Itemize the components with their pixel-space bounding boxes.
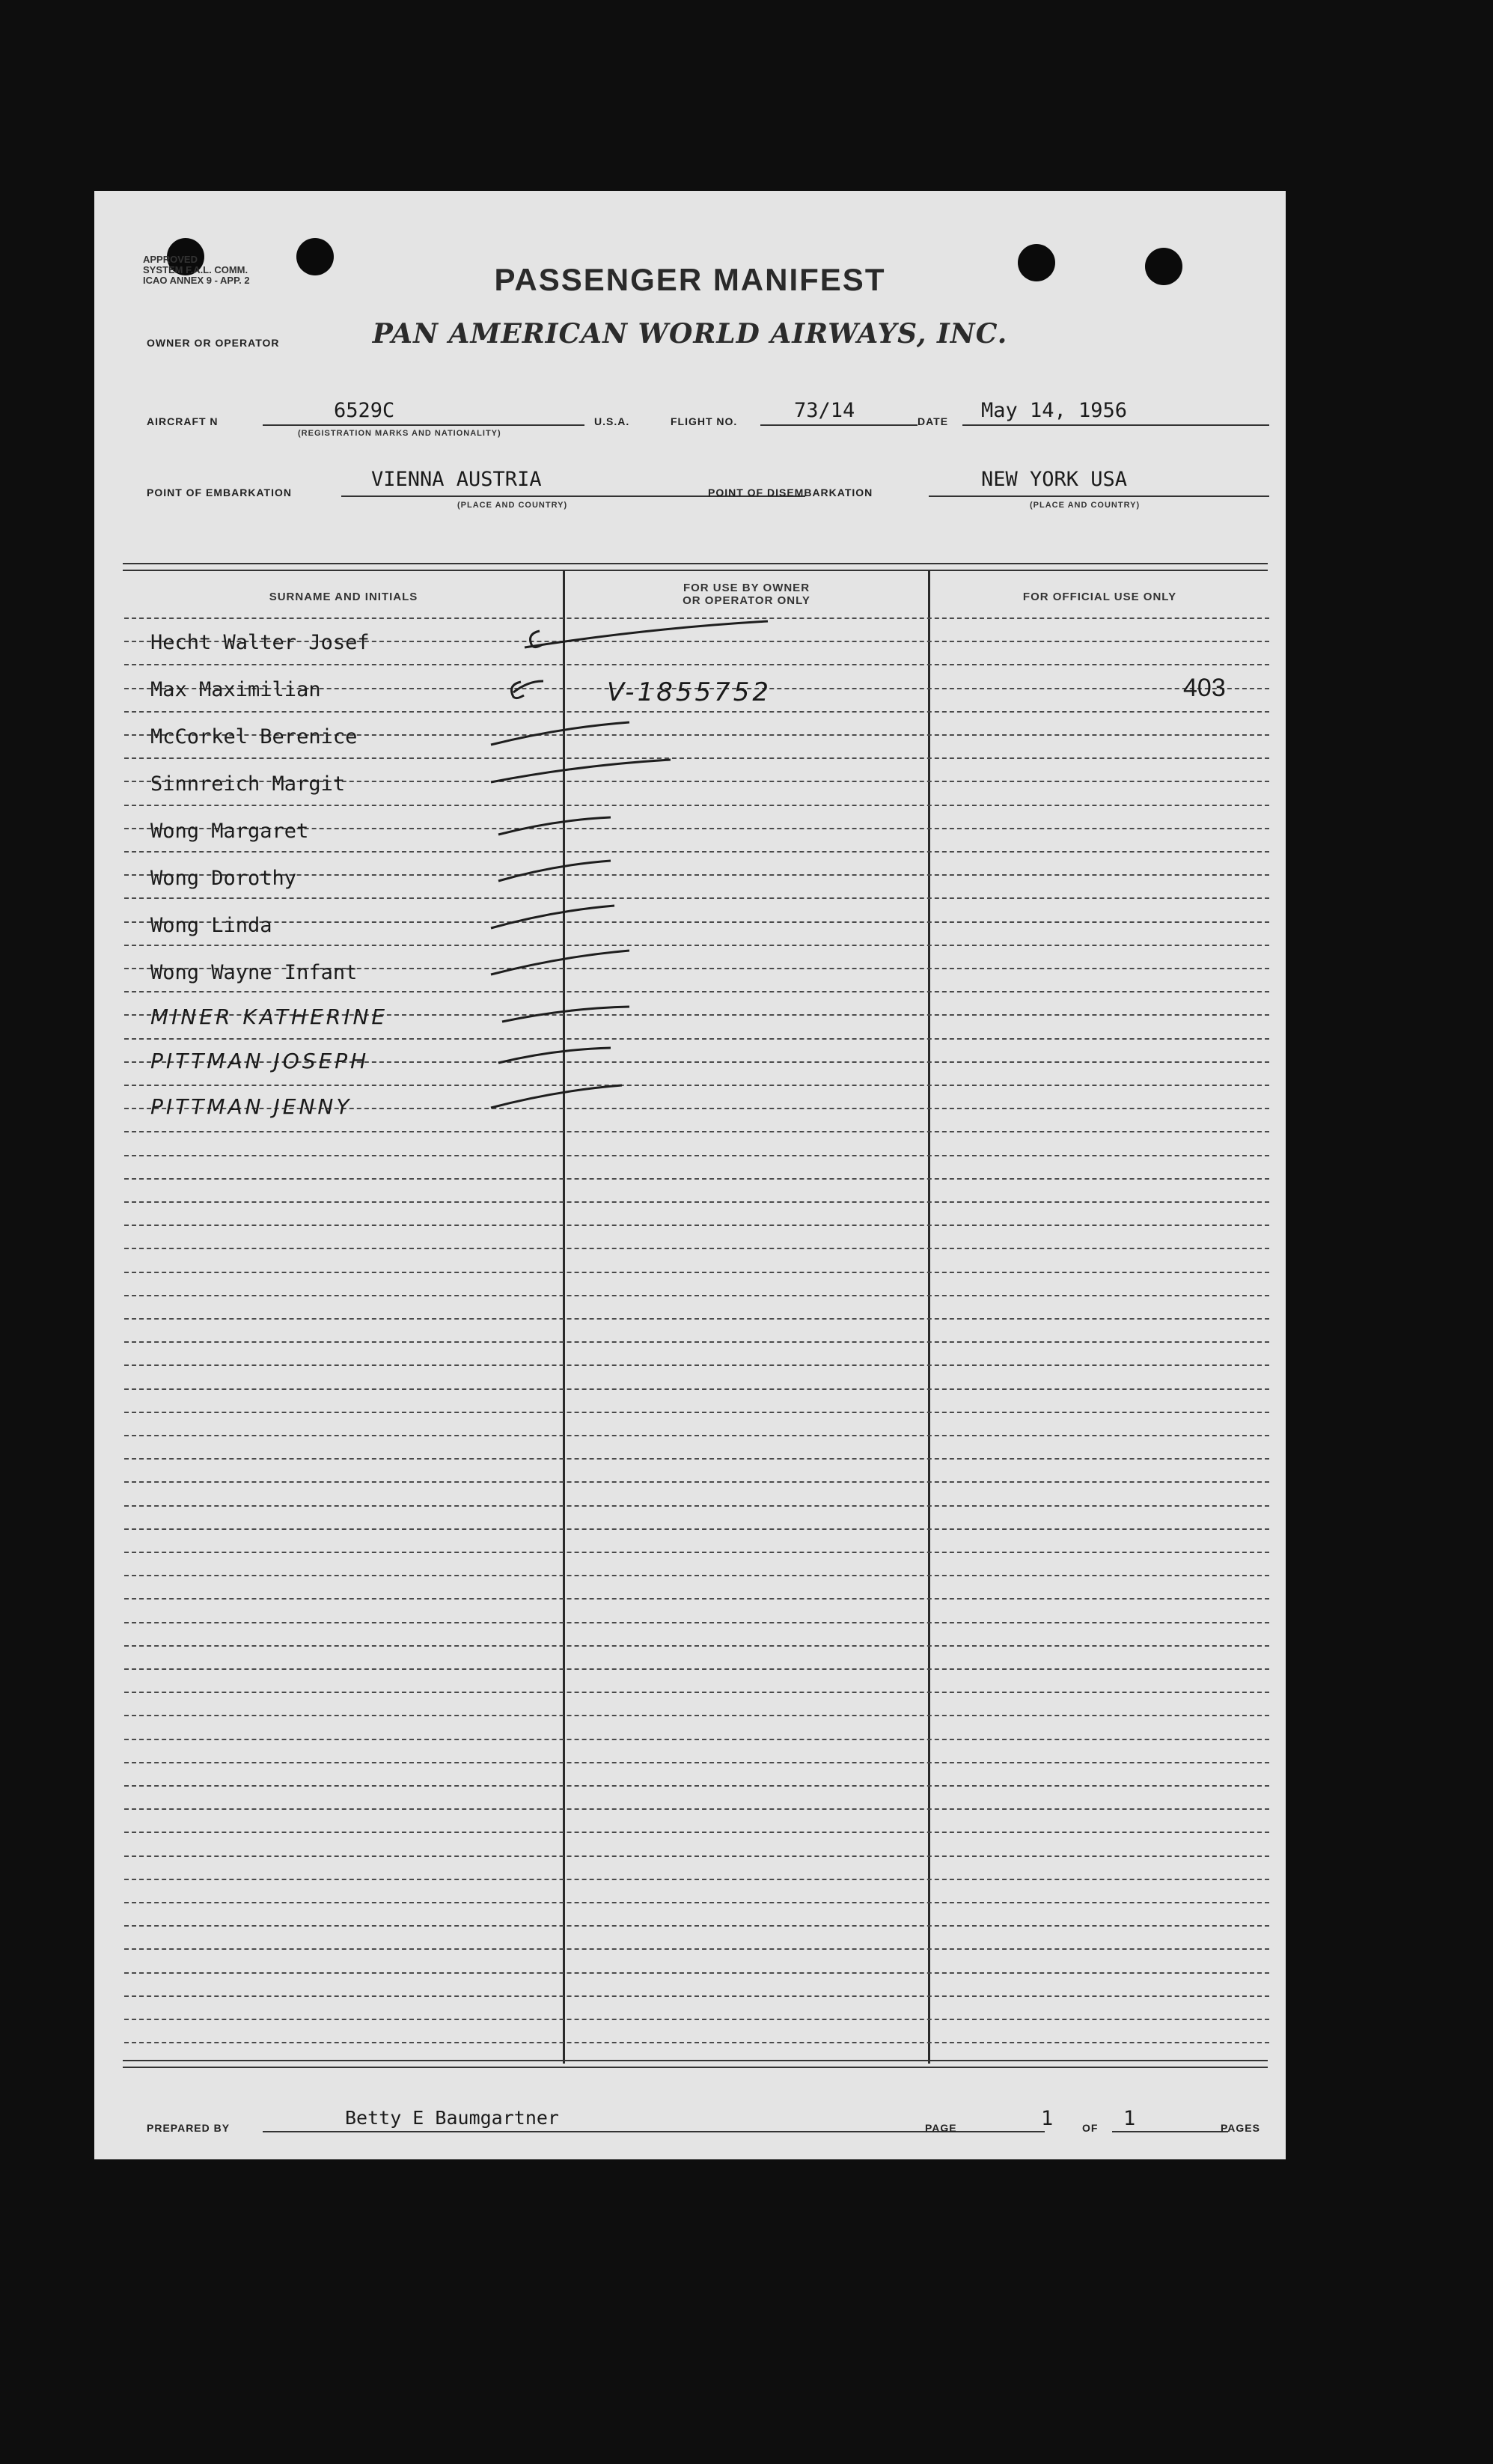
owner-label: OWNER OR OPERATOR <box>147 337 280 349</box>
country-label: U.S.A. <box>594 415 630 427</box>
passenger-name: Wong Linda <box>150 914 272 937</box>
row-line <box>124 1832 1269 1833</box>
surname-header: SURNAME AND INITIALS <box>269 591 418 603</box>
disembarkation-value: NEW YORK USA <box>981 468 1128 491</box>
pages-label: PAGES <box>1221 2122 1260 2134</box>
passenger-name: Wong Wayne Infant <box>150 961 358 984</box>
registration-caption: (REGISTRATION MARKS AND NATIONALITY) <box>298 429 501 438</box>
check-mark <box>502 1007 629 1022</box>
row-line <box>124 1318 1269 1320</box>
page-underline <box>970 2131 1045 2132</box>
row-line <box>124 1692 1269 1693</box>
check-mark <box>498 817 611 835</box>
row-line <box>124 1808 1269 1810</box>
owner-use-header-line: FOR USE BY OWNER <box>683 582 810 594</box>
flight-value: 73/14 <box>794 399 855 422</box>
row-line <box>124 1505 1269 1507</box>
date-label: DATE <box>918 415 949 427</box>
page-number: 1 <box>1041 2107 1054 2130</box>
row-line <box>124 1598 1269 1600</box>
embarkation-value: VIENNA AUSTRIA <box>371 468 542 491</box>
check-mark <box>491 951 629 975</box>
disembarkation-caption: (PLACE AND COUNTRY) <box>1030 501 1141 510</box>
owner-note: V-1855752 <box>607 677 772 707</box>
row-line <box>124 1552 1269 1553</box>
approval-line: ICAO ANNEX 9 - APP. 2 <box>143 275 250 286</box>
passenger-name: Hecht Walter Josef <box>150 631 370 654</box>
airline-name: PAN AMERICAN WORLD AIRWAYS, INC. <box>372 318 1008 350</box>
row-line <box>124 1458 1269 1460</box>
official-header: FOR OFFICIAL USE ONLY <box>1022 591 1177 603</box>
row-line <box>124 1295 1269 1296</box>
passenger-name: Max Maximilian <box>150 678 321 701</box>
of-label: OF <box>1082 2122 1099 2134</box>
prepared-label: PREPARED BY <box>147 2122 230 2134</box>
check-mark <box>491 1085 622 1108</box>
row-line <box>124 1785 1269 1787</box>
row-line <box>124 1715 1269 1716</box>
manifest-form <box>94 191 1286 2159</box>
form-title: PASSENGER MANIFEST <box>494 262 886 297</box>
table-bottom-rule <box>123 2060 1268 2068</box>
row-line <box>124 1248 1269 1249</box>
row-line <box>124 1645 1269 1647</box>
check-mark <box>491 760 671 782</box>
embarkation-caption: (PLACE AND COUNTRY) <box>457 501 568 510</box>
aircraft-label: AIRCRAFT N <box>147 415 219 427</box>
disembarkation-label: POINT OF DISEMBARKATION <box>708 487 873 498</box>
passenger-name: Sinnreich Margit <box>150 772 346 796</box>
page-label: PAGE <box>925 2122 957 2134</box>
row-line <box>124 1481 1269 1483</box>
check-mark <box>498 861 611 881</box>
row-line <box>124 1668 1269 1670</box>
row-line <box>124 1855 1269 1857</box>
row-line <box>124 1388 1269 1390</box>
row-line <box>124 1435 1269 1436</box>
row-line <box>124 1762 1269 1763</box>
row-line <box>124 1364 1269 1366</box>
passenger-name: Wong Dorothy <box>150 867 297 890</box>
row-line <box>124 1341 1269 1343</box>
check-mark <box>525 621 768 647</box>
row-line <box>124 1902 1269 1903</box>
row-line <box>124 2042 1269 2043</box>
row-line <box>124 1739 1269 1740</box>
embarkation-label: POINT OF EMBARKATION <box>147 487 292 498</box>
passenger-name: PITTMAN JOSEPH <box>150 1049 370 1073</box>
row-line <box>124 1412 1269 1413</box>
row-line <box>124 1948 1269 1950</box>
owner-use-header-line: OR OPERATOR ONLY <box>683 594 810 607</box>
check-mark <box>498 1048 611 1063</box>
row-line <box>124 1272 1269 1273</box>
row-line <box>124 1528 1269 1530</box>
passenger-name: PITTMAN JENNY <box>150 1094 352 1119</box>
aircraft-value: 6529C <box>334 399 395 422</box>
row-line <box>124 1575 1269 1576</box>
total-pages: 1 <box>1123 2107 1136 2130</box>
passenger-name: Wong Margaret <box>150 820 309 843</box>
row-line <box>124 1995 1269 1997</box>
pages-underline <box>1112 2131 1228 2132</box>
row-line <box>124 1879 1269 1880</box>
check-mark <box>491 906 614 928</box>
passenger-name: McCorkel Berenice <box>150 725 358 748</box>
row-line <box>124 1972 1269 1974</box>
approval-line: SYSTEM F.A.L. COMM. <box>143 264 248 275</box>
date-value: May 14, 1956 <box>981 399 1128 422</box>
check-mark <box>491 722 629 745</box>
official-note: 403 <box>1183 674 1226 702</box>
row-line <box>124 2019 1269 2020</box>
check-marks <box>94 191 1286 1239</box>
prepared-underline <box>263 2131 1004 2132</box>
approval-line: APPROVED <box>143 254 198 265</box>
prepared-value: Betty E Baumgartner <box>345 2107 559 2129</box>
row-line <box>124 1622 1269 1623</box>
passenger-name: MINER KATHERINE <box>150 1004 388 1029</box>
row-line <box>124 1925 1269 1927</box>
flight-label: FLIGHT NO. <box>671 415 738 427</box>
